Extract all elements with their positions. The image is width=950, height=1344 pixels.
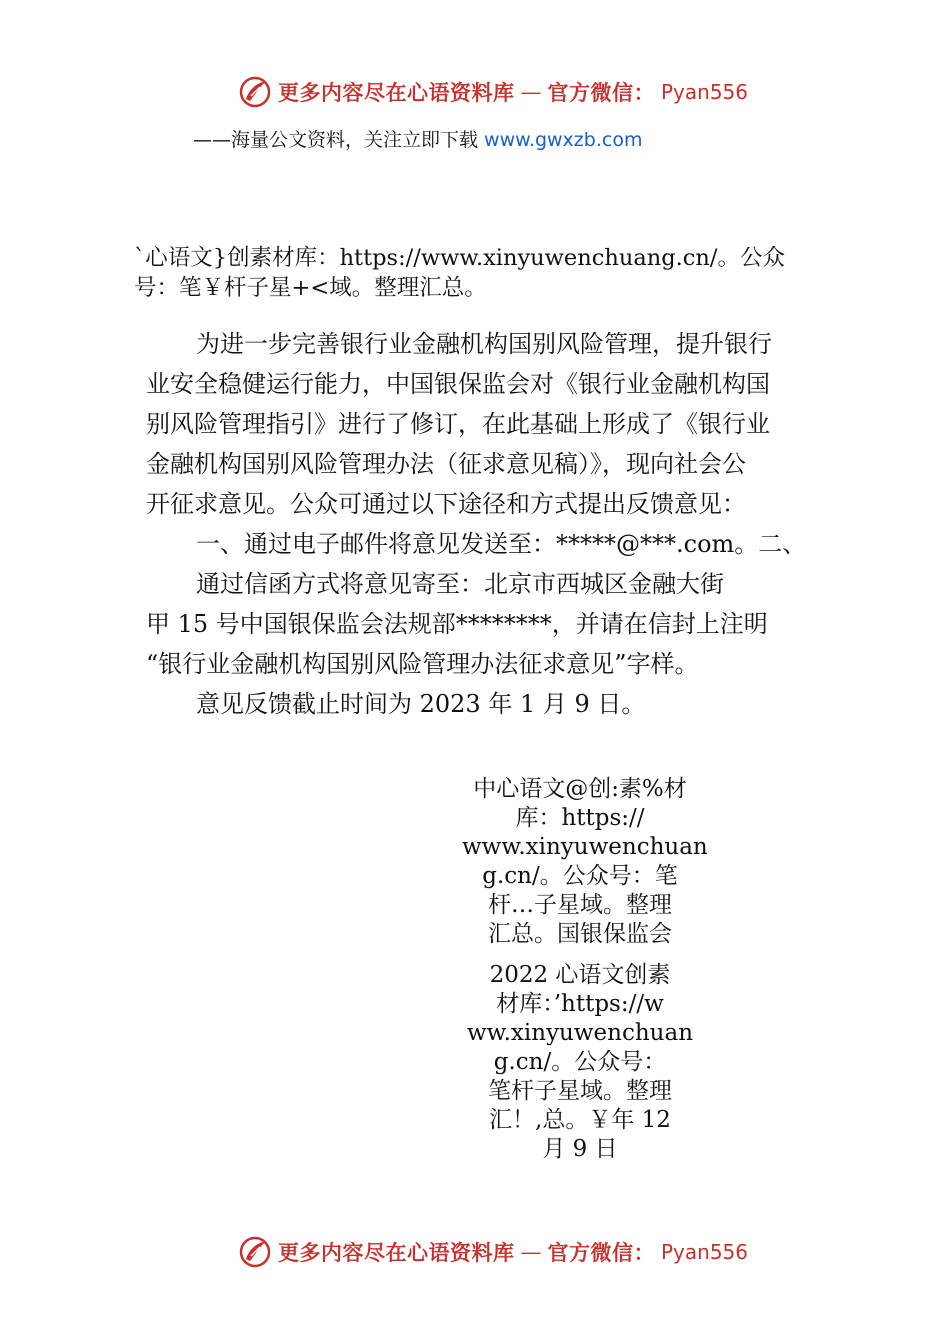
sig-b-line-5: 笔杆子星域。整理 xyxy=(488,1078,672,1104)
header-subline xyxy=(193,126,642,154)
footer-brand-text: 更多内容尽在心语资料库 xyxy=(278,1240,515,1265)
footer-logo-icon xyxy=(238,1235,272,1269)
p1-line-4: 金融机构国别风险管理办法（征求意见稿）》，现向社会公 xyxy=(146,450,746,478)
sig-a-line-2: 库：https:// xyxy=(515,805,645,831)
paragraph-2 xyxy=(146,524,806,684)
brand-logo-icon xyxy=(238,75,272,109)
subline-prefix: ——海量公文资料，关注立即下载 xyxy=(193,129,485,151)
footer-separator: — xyxy=(520,1240,542,1264)
p1-line-3: 别风险管理指引》进行了修订，在此基础上形成了《银行业 xyxy=(146,410,770,438)
sig-a-line-1: 中心语文@创:素%材 xyxy=(473,776,687,802)
footer-banner xyxy=(238,1232,748,1272)
footer-wechat-id: Pyan556 xyxy=(661,1240,749,1264)
sig-b-line-2: 材库：’https://w xyxy=(496,991,664,1017)
sig-b-line-4: g.cn/。公众号： xyxy=(493,1049,667,1075)
sig-a-line-5: 杆…子星域。整理 xyxy=(488,892,672,918)
header-brand-text: 更多内容尽在心语资料库 xyxy=(278,80,515,105)
download-link[interactable]: www.gwxzb.com xyxy=(484,129,643,151)
p1-line-2: 业安全稳健运行能力，中国银保监会对《银行业金融机构国 xyxy=(146,370,770,398)
p1-line-5: 开征求意见。公众可通过以下途径和方式提出反馈意见： xyxy=(146,490,746,518)
sig-a-line-3: www.xinyuwenchuan xyxy=(462,834,708,860)
signature-block-a xyxy=(462,775,708,949)
signature-block-b xyxy=(462,961,698,1164)
sig-b-line-7: 月 9 日 xyxy=(542,1136,618,1162)
sig-a-line-4: g.cn/。公众号：笔 xyxy=(482,863,678,889)
paragraph-1 xyxy=(146,324,772,524)
p2-line-3: 甲 15 号中国银保监会法规部********，并请在信封上注明 xyxy=(146,610,768,638)
header-wechat-label: 官方微信： xyxy=(547,80,655,105)
watermark-line-2: 号：笔￥杆子星+<域。整理汇总。 xyxy=(134,275,487,301)
sig-b-line-1: 2022 心语文创素 xyxy=(489,962,671,988)
p2-line-1: 一、通过电子邮件将意见发送至：*****@***.com。二、 xyxy=(196,530,807,558)
p2-line-4: “银行业金融机构国别风险管理办法征求意见”字样。 xyxy=(146,650,699,678)
p1-line-1: 为进一步完善银行业金融机构国别风险管理，提升银行 xyxy=(196,330,772,358)
p2-line-2: 通过信函方式将意见寄至：北京市西城区金融大街 xyxy=(196,570,724,598)
header-banner xyxy=(238,72,748,112)
paragraph-3 xyxy=(146,684,645,724)
sig-b-line-3: ww.xinyuwenchuan xyxy=(466,1020,694,1046)
header-wechat-id: Pyan556 xyxy=(661,80,749,104)
p3-line-1: 意见反馈截止时间为 2023 年 1 月 9 日。 xyxy=(196,690,646,718)
footer-wechat-label: 官方微信： xyxy=(547,1240,655,1265)
header-separator: — xyxy=(520,80,542,104)
sig-a-line-6: 汇总。国银保监会 xyxy=(488,921,672,947)
sig-b-line-6: 汇！,总。￥年 12 xyxy=(489,1107,671,1133)
watermark-line-1: `心语文}创素材库：https://www.xinyuwenchuang.cn/。公众 xyxy=(134,245,785,271)
